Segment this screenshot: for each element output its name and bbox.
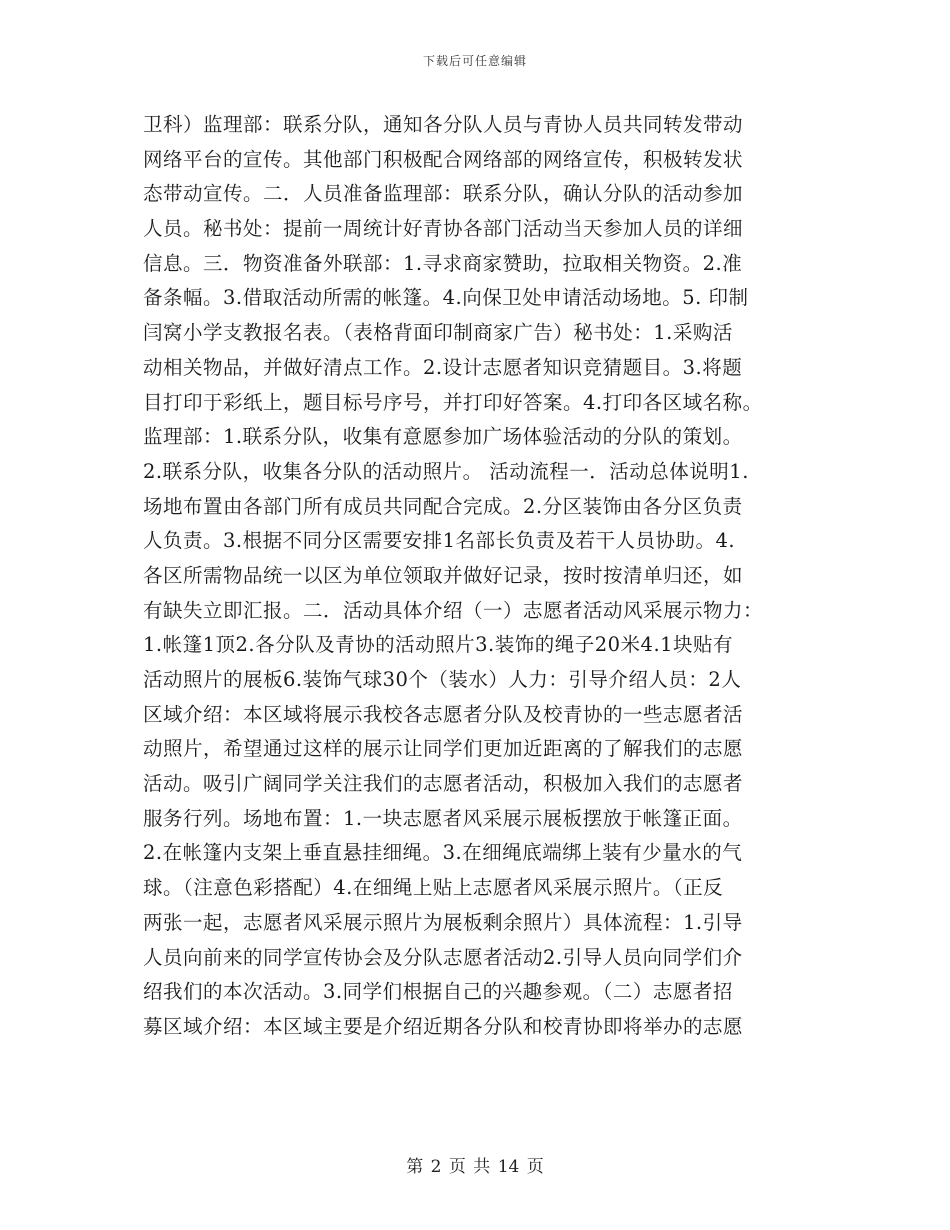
body-line: 动相关物品，并做好清点工作。2.设计志愿者知识竞猜题目。3.将题 xyxy=(143,355,743,379)
body-line: 人负责。3.根据不同分区需要安排1名部长负责及若干人员协助。4. xyxy=(143,529,736,553)
body-line: 人员。秘书处：提前一周统计好青协各部门活动当天参加人员的详细 xyxy=(143,217,744,241)
body-line: 闫窝小学支教报名表。（表格背面印制商家广告）秘书处：1.采购活 xyxy=(143,321,733,345)
body-line: 活动照片的展板6.装饰气球30个（装水）人力：引导介绍人员：2人 xyxy=(143,668,742,691)
body-line: 备条幅。3.借取活动所需的帐篷。4.向保卫处申请活动场地。5. 印制 xyxy=(143,286,749,310)
body-line: 2.在帐篷内支架上垂直悬挂细绳。3.在细绳底端绑上装有少量水的气 xyxy=(143,841,743,865)
body-line: 2.联系分队，收集各分队的活动照片。 活动流程一．活动总体说明1. xyxy=(143,459,749,483)
body-line: 各区所需物品统一以区为单位领取并做好记录，按时按清单归还，如 xyxy=(143,563,744,587)
body-line: 信息。三．物资准备外联部：1.寻求商家赞助，拉取相关物资。2.准 xyxy=(143,251,743,275)
body-line: 1.帐篷1顶2.各分队及青协的活动照片3.装饰的绳子20米4.1块贴有 xyxy=(143,633,734,657)
body-line: 有缺失立即汇报。二．活动具体介绍（一）志愿者活动风采展示物力： xyxy=(143,598,764,622)
body-line: 态带动宣传。二．人员准备监理部：联系分队，确认分队的活动参加 xyxy=(143,182,744,206)
page-header: 下载后可任意编辑 xyxy=(422,54,527,68)
body-line: 服务行列。场地布置：1.一块志愿者风采展示展板摆放于帐篷正面。 xyxy=(143,806,743,830)
body-line: 人员向前来的同学宣传协会及分队志愿者活动2.引导人员向同学们介 xyxy=(143,945,743,969)
body-line: 网络平台的宣传。其他部门积极配合网络部的网络宣传，积极转发状 xyxy=(143,147,744,171)
body-line: 区域介绍：本区域将展示我校各志愿者分队及校青协的一些志愿者活 xyxy=(143,702,744,726)
body-line: 两张一起，志愿者风采展示照片为展板剩余照片）具体流程：1.引导 xyxy=(143,910,743,934)
body-line: 募区域介绍：本区域主要是介绍近期各分队和校青协即将举办的志愿 xyxy=(143,1014,744,1038)
document-body xyxy=(143,108,809,1045)
body-line: 活动。吸引广阔同学关注我们的志愿者活动，积极加入我们的志愿者 xyxy=(143,772,744,796)
body-line: 球。（注意色彩搭配）4.在细绳上贴上志愿者风采展示照片。（正反 xyxy=(143,876,724,900)
page-number-footer: 第 2 页 共 14 页 xyxy=(406,1157,544,1177)
body-line: 动照片，希望通过这样的展示让同学们更加近距离的了解我们的志愿 xyxy=(143,737,744,761)
body-line: 卫科）监理部：联系分队，通知各分队人员与青协人员共同转发带动 xyxy=(143,113,744,136)
body-line: 目打印于彩纸上，题目标号序号，并打印好答案。4.打印各区域名称。 xyxy=(143,390,763,414)
body-line: 监理部：1.联系分队，收集有意愿参加广场体验活动的分队的策划。 xyxy=(143,425,743,449)
body-line: 绍我们的本次活动。3.同学们根据自己的兴趣参观。（二）志愿者招 xyxy=(143,980,733,1004)
body-line: 场地布置由各部门所有成员共同配合完成。2.分区装饰由各分区负责 xyxy=(143,494,743,518)
